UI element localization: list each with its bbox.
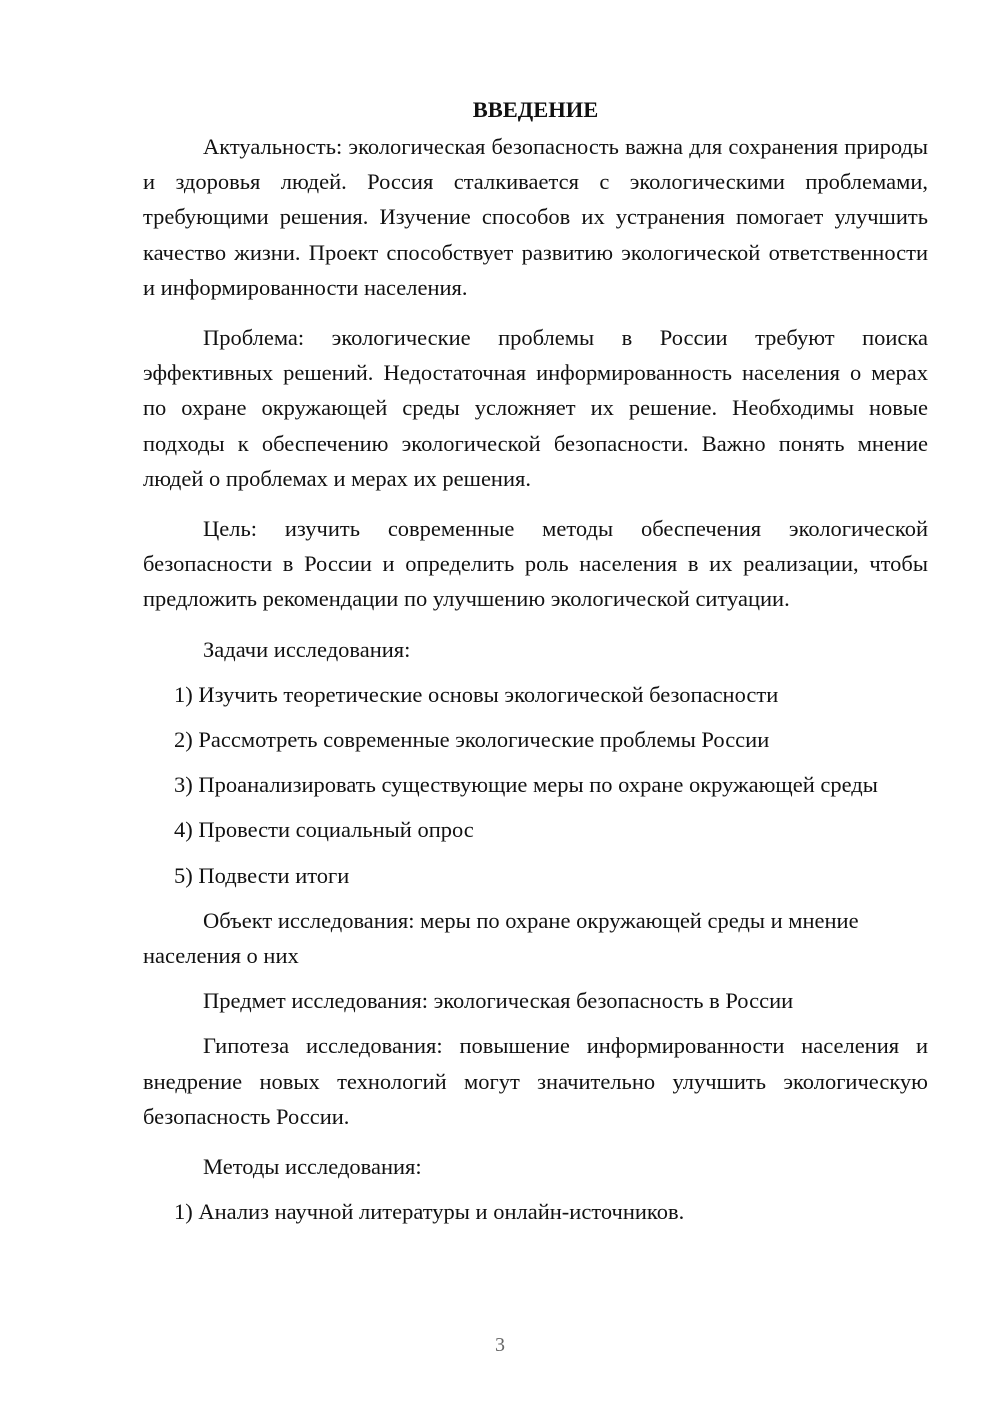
- page-content: [143, 92, 928, 1239]
- goal-paragraph: Цель: изучить современные методы обеспечения экологической безопасности в России и определить роль населения в их реализации, чтобы предложить рекомендации по улучшению экологической ситуации.: [143, 516, 928, 612]
- task-item-3: 3) Проанализировать существующие меры по охране окружающей среды: [174, 772, 878, 798]
- tasks-heading: Задачи исследования:: [203, 636, 411, 662]
- problem-paragraph: Проблема: экологические проблемы в России требуют поиска эффективных решений. Недостаточная информированность населения о мерах по охране окружающей среды усложняет их решение. Необходимы новые подходы к обеспечению экологической безопасности. Важно понять мнение людей о проблемах и мерах их решения.: [143, 325, 928, 491]
- object-paragraph: Объект исследования: меры по охране окружающей среды и мнение населения о них: [143, 907, 859, 969]
- task-item-1: 1) Изучить теоретические основы экологической безопасности: [174, 681, 779, 707]
- page-number: 3: [495, 1334, 505, 1356]
- subject-paragraph: Предмет исследования: экологическая безопасность в России: [203, 988, 794, 1014]
- task-item-5: 5) Подвести итоги: [174, 862, 350, 888]
- page-title: ВВЕДЕНИЕ: [472, 97, 599, 122]
- task-item-4: 4) Провести социальный опрос: [174, 817, 474, 843]
- method-item-1: 1) Анализ научной литературы и онлайн-источников.: [174, 1199, 685, 1225]
- methods-heading: Методы исследования:: [203, 1154, 422, 1180]
- relevance-paragraph: Актуальность: экологическая безопасность важна для сохранения природы и здоровья людей. Россия сталкивается с экологическими проблемами, требующими решения. Изучение способов их устранения помогает улучшить качество жизни. Проект способствует развитию экологической ответственности и информированности населения.: [143, 134, 928, 300]
- hypothesis-paragraph: Гипотеза исследования: повышение информированности населения и внедрение новых технологий могут значительно улучшить экологическую безопасность России.: [143, 1033, 928, 1129]
- task-item-2: 2) Рассмотреть современные экологические проблемы России: [174, 727, 770, 753]
